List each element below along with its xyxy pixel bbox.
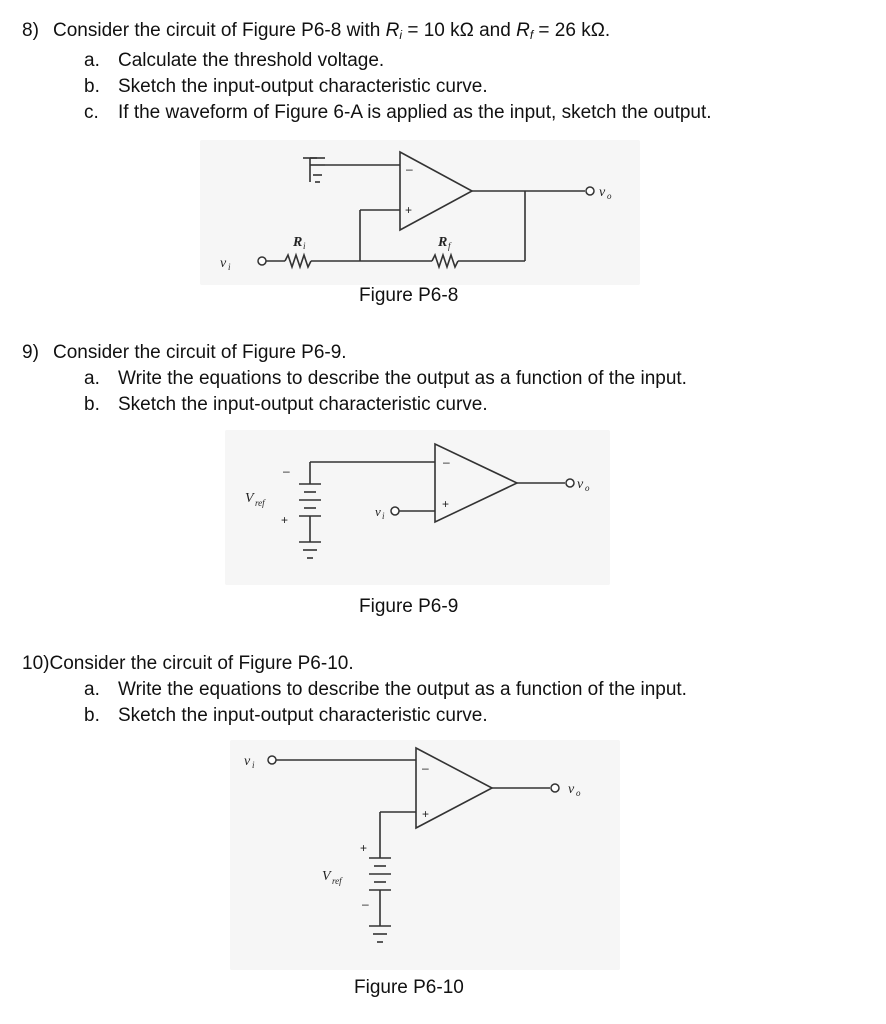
ri-value: = 10 kΩ and xyxy=(402,20,517,41)
vo-label: v xyxy=(568,782,575,797)
opamp-plus-label: + xyxy=(442,497,450,511)
vo-label: v xyxy=(599,185,606,200)
question-9-text: Consider the circuit of Figure P6-9. xyxy=(53,342,347,363)
vi-sub: i xyxy=(228,262,231,272)
rf-value: = 26 kΩ. xyxy=(533,20,611,41)
rf-sub: f xyxy=(448,241,451,251)
item-text: If the waveform of Figure 6-A is applied as the input, sketch the output. xyxy=(118,102,712,123)
rf-label: R xyxy=(438,235,448,250)
item-letter: c. xyxy=(84,102,99,123)
vi-label: v xyxy=(375,504,381,519)
question-10-header xyxy=(22,651,687,677)
question-8-item-b xyxy=(22,74,712,100)
question-9 xyxy=(22,340,687,418)
vo-terminal xyxy=(551,784,559,792)
question-8-lead: Consider the circuit of Figure P6-8 with xyxy=(53,20,386,41)
vi-terminal xyxy=(268,756,276,764)
opamp-plus-label: + xyxy=(422,807,430,821)
question-8-header xyxy=(22,18,712,48)
opamp-minus-label: – xyxy=(422,761,429,775)
question-9-item-b xyxy=(22,392,687,418)
item-letter: b. xyxy=(84,394,100,415)
vref-plus-label: + xyxy=(360,841,368,855)
item-letter: a. xyxy=(84,679,100,700)
item-text: Sketch the input-output characteristic curve. xyxy=(118,76,488,97)
item-letter: a. xyxy=(84,368,100,389)
question-10 xyxy=(22,651,687,729)
item-text: Write the equations to describe the output as a function of the input. xyxy=(118,368,687,389)
opamp-minus-label: – xyxy=(443,455,450,469)
vo-sub: o xyxy=(585,483,590,493)
ri-symbol: R xyxy=(385,20,400,41)
rf-symbol: R xyxy=(516,20,530,41)
vo-sub: o xyxy=(607,191,612,201)
vref-sub: ref xyxy=(332,876,342,886)
vo-terminal xyxy=(586,187,594,195)
item-letter: a. xyxy=(84,50,100,71)
vref-plus-label: + xyxy=(281,513,289,527)
item-text: Sketch the input-output characteristic curve. xyxy=(118,705,488,726)
figure-p6-9-circuit xyxy=(225,430,610,590)
vi-terminal xyxy=(391,507,399,515)
rf-subscript: f xyxy=(529,28,534,42)
vref-minus-label: – xyxy=(283,464,290,478)
item-letter: b. xyxy=(84,705,100,726)
vref-sub: ref xyxy=(255,498,265,508)
item-letter: b. xyxy=(84,76,100,97)
ri-subscript: i xyxy=(399,28,403,42)
opamp-minus-label: – xyxy=(406,162,413,176)
question-8 xyxy=(22,18,712,126)
question-9-number: 9) xyxy=(22,342,39,363)
vo-sub: o xyxy=(576,788,581,798)
vi-label: v xyxy=(244,754,251,769)
ri-label: R xyxy=(293,235,303,250)
question-9-item-a xyxy=(22,366,687,392)
item-text: Sketch the input-output characteristic curve. xyxy=(118,394,488,415)
question-9-header xyxy=(22,340,687,366)
question-8-item-a xyxy=(22,48,712,74)
figure-p6-10-caption: Figure P6-10 xyxy=(354,977,464,998)
vi-sub: i xyxy=(382,511,385,521)
figure-p6-8-circuit xyxy=(200,140,640,290)
question-10-number: 10) xyxy=(22,653,50,674)
vref-label: V xyxy=(245,491,254,506)
vo-terminal xyxy=(566,479,574,487)
question-10-text: Consider the circuit of Figure P6-10. xyxy=(49,653,354,674)
ri-sub: i xyxy=(303,241,306,251)
vref-minus-label: – xyxy=(362,897,369,911)
question-8-item-c xyxy=(22,100,712,126)
figure-p6-8-caption: Figure P6-8 xyxy=(359,285,459,306)
question-8-number: 8) xyxy=(22,20,39,41)
item-text: Calculate the threshold voltage. xyxy=(118,50,385,71)
figure-p6-10-circuit xyxy=(230,740,620,972)
item-text: Write the equations to describe the output as a function of the input. xyxy=(118,679,687,700)
vi-label: v xyxy=(220,256,227,271)
question-10-item-a xyxy=(22,677,687,703)
figure-p6-9-caption: Figure P6-9 xyxy=(359,596,459,617)
vref-label: V xyxy=(322,869,331,884)
opamp-plus-label: + xyxy=(405,203,413,217)
vo-label: v xyxy=(577,477,584,492)
vi-terminal xyxy=(258,257,266,265)
vi-sub: i xyxy=(252,760,255,770)
question-10-item-b xyxy=(22,703,687,729)
